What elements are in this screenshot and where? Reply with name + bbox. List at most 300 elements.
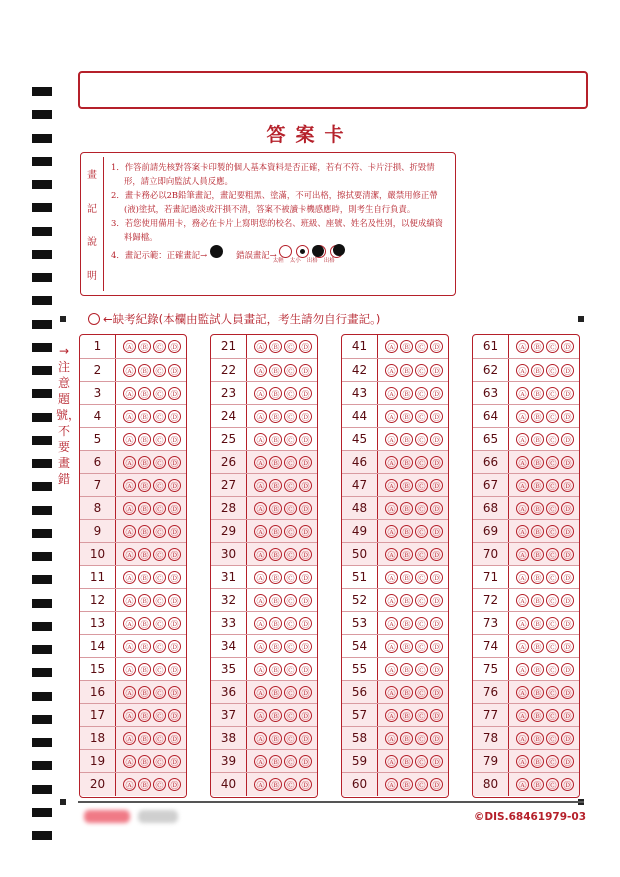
choice-bubble[interactable]: Ⓐ [516, 479, 529, 492]
choice-bubble[interactable]: Ⓑ [531, 502, 544, 515]
choice-bubble[interactable]: Ⓑ [138, 548, 151, 561]
choice-bubble[interactable]: Ⓒ [153, 709, 166, 722]
choice-bubble[interactable]: Ⓒ [415, 456, 428, 469]
choice-bubble[interactable]: Ⓑ [138, 387, 151, 400]
choice-bubble[interactable]: Ⓑ [531, 686, 544, 699]
choice-bubble[interactable]: Ⓑ [400, 525, 413, 538]
choice-bubble[interactable]: Ⓒ [284, 686, 297, 699]
choice-bubble[interactable]: Ⓒ [284, 732, 297, 745]
choice-bubble[interactable]: Ⓐ [123, 594, 136, 607]
choice-bubble[interactable]: Ⓓ [168, 571, 181, 584]
choice-bubble[interactable]: Ⓒ [153, 571, 166, 584]
choice-bubble[interactable]: Ⓓ [299, 571, 312, 584]
choice-bubble[interactable]: Ⓑ [269, 755, 282, 768]
choice-bubble[interactable]: Ⓐ [385, 548, 398, 561]
choice-bubble[interactable]: Ⓑ [269, 364, 282, 377]
choice-bubble[interactable]: Ⓑ [400, 387, 413, 400]
choice-bubble[interactable]: Ⓐ [123, 755, 136, 768]
choice-bubble[interactable]: Ⓒ [546, 433, 559, 446]
choice-bubble[interactable]: Ⓐ [385, 778, 398, 791]
choice-bubble[interactable]: Ⓐ [385, 594, 398, 607]
choice-bubble[interactable]: Ⓒ [546, 594, 559, 607]
choice-bubble[interactable]: Ⓐ [516, 640, 529, 653]
choice-bubble[interactable]: Ⓒ [284, 571, 297, 584]
choice-bubble[interactable]: Ⓒ [284, 755, 297, 768]
choice-bubble[interactable]: Ⓐ [254, 709, 267, 722]
choice-bubble[interactable]: Ⓐ [516, 571, 529, 584]
choice-bubble[interactable]: Ⓓ [430, 410, 443, 423]
choice-bubble[interactable]: Ⓐ [516, 686, 529, 699]
choice-bubble[interactable]: Ⓓ [299, 663, 312, 676]
choice-bubble[interactable]: Ⓓ [430, 364, 443, 377]
choice-bubble[interactable]: Ⓑ [269, 479, 282, 492]
choice-bubble[interactable]: Ⓐ [385, 364, 398, 377]
choice-bubble[interactable]: Ⓐ [516, 340, 529, 353]
choice-bubble[interactable]: Ⓓ [430, 594, 443, 607]
choice-bubble[interactable]: Ⓒ [415, 479, 428, 492]
choice-bubble[interactable]: Ⓓ [299, 364, 312, 377]
choice-bubble[interactable]: Ⓑ [138, 364, 151, 377]
choice-bubble[interactable]: Ⓓ [168, 387, 181, 400]
choice-bubble[interactable]: Ⓑ [531, 778, 544, 791]
choice-bubble[interactable]: Ⓒ [415, 640, 428, 653]
choice-bubble[interactable]: Ⓑ [269, 709, 282, 722]
choice-bubble[interactable]: Ⓐ [516, 387, 529, 400]
choice-bubble[interactable]: Ⓐ [385, 433, 398, 446]
choice-bubble[interactable]: Ⓒ [546, 755, 559, 768]
choice-bubble[interactable]: Ⓓ [168, 663, 181, 676]
choice-bubble[interactable]: Ⓒ [415, 594, 428, 607]
choice-bubble[interactable]: Ⓒ [153, 732, 166, 745]
choice-bubble[interactable]: Ⓑ [269, 686, 282, 699]
choice-bubble[interactable]: Ⓐ [254, 778, 267, 791]
choice-bubble[interactable]: Ⓓ [430, 456, 443, 469]
choice-bubble[interactable]: Ⓐ [254, 364, 267, 377]
choice-bubble[interactable]: Ⓐ [254, 686, 267, 699]
choice-bubble[interactable]: Ⓓ [561, 525, 574, 538]
choice-bubble[interactable]: Ⓒ [546, 571, 559, 584]
choice-bubble[interactable]: Ⓐ [254, 571, 267, 584]
choice-bubble[interactable]: Ⓒ [415, 571, 428, 584]
choice-bubble[interactable]: Ⓑ [400, 548, 413, 561]
choice-bubble[interactable]: Ⓐ [516, 594, 529, 607]
choice-bubble[interactable]: Ⓐ [385, 709, 398, 722]
choice-bubble[interactable]: Ⓑ [531, 433, 544, 446]
choice-bubble[interactable]: Ⓑ [138, 594, 151, 607]
choice-bubble[interactable]: Ⓑ [269, 525, 282, 538]
choice-bubble[interactable]: Ⓓ [561, 709, 574, 722]
choice-bubble[interactable]: Ⓓ [168, 340, 181, 353]
choice-bubble[interactable]: Ⓑ [138, 617, 151, 630]
choice-bubble[interactable]: Ⓑ [400, 571, 413, 584]
choice-bubble[interactable]: Ⓑ [400, 640, 413, 653]
choice-bubble[interactable]: Ⓑ [138, 456, 151, 469]
choice-bubble[interactable]: Ⓒ [153, 778, 166, 791]
choice-bubble[interactable]: Ⓒ [284, 709, 297, 722]
choice-bubble[interactable]: Ⓑ [269, 548, 282, 561]
choice-bubble[interactable]: Ⓑ [400, 340, 413, 353]
choice-bubble[interactable]: Ⓑ [269, 663, 282, 676]
choice-bubble[interactable]: Ⓒ [546, 617, 559, 630]
choice-bubble[interactable]: Ⓐ [385, 456, 398, 469]
choice-bubble[interactable]: Ⓑ [138, 755, 151, 768]
choice-bubble[interactable]: Ⓓ [168, 433, 181, 446]
choice-bubble[interactable]: Ⓐ [516, 548, 529, 561]
choice-bubble[interactable]: Ⓑ [269, 640, 282, 653]
choice-bubble[interactable]: Ⓒ [284, 364, 297, 377]
choice-bubble[interactable]: Ⓒ [546, 686, 559, 699]
choice-bubble[interactable]: Ⓒ [153, 617, 166, 630]
choice-bubble[interactable]: Ⓐ [254, 433, 267, 446]
choice-bubble[interactable]: Ⓐ [516, 709, 529, 722]
choice-bubble[interactable]: Ⓐ [254, 525, 267, 538]
choice-bubble[interactable]: Ⓑ [138, 479, 151, 492]
choice-bubble[interactable]: Ⓒ [153, 548, 166, 561]
choice-bubble[interactable]: Ⓐ [516, 755, 529, 768]
choice-bubble[interactable]: Ⓑ [138, 502, 151, 515]
choice-bubble[interactable]: Ⓓ [561, 732, 574, 745]
choice-bubble[interactable]: Ⓐ [516, 732, 529, 745]
choice-bubble[interactable]: Ⓐ [123, 663, 136, 676]
choice-bubble[interactable]: Ⓐ [123, 571, 136, 584]
choice-bubble[interactable]: Ⓓ [299, 456, 312, 469]
choice-bubble[interactable]: Ⓒ [284, 340, 297, 353]
choice-bubble[interactable]: Ⓑ [531, 548, 544, 561]
choice-bubble[interactable]: Ⓓ [168, 410, 181, 423]
choice-bubble[interactable]: Ⓑ [400, 410, 413, 423]
choice-bubble[interactable]: Ⓓ [561, 755, 574, 768]
choice-bubble[interactable]: Ⓒ [415, 709, 428, 722]
choice-bubble[interactable]: Ⓑ [269, 387, 282, 400]
choice-bubble[interactable]: Ⓓ [299, 433, 312, 446]
choice-bubble[interactable]: Ⓑ [400, 479, 413, 492]
choice-bubble[interactable]: Ⓑ [531, 663, 544, 676]
choice-bubble[interactable]: Ⓑ [269, 732, 282, 745]
choice-bubble[interactable]: Ⓑ [138, 640, 151, 653]
choice-bubble[interactable]: Ⓑ [400, 456, 413, 469]
choice-bubble[interactable]: Ⓓ [430, 663, 443, 676]
choice-bubble[interactable]: Ⓑ [269, 456, 282, 469]
choice-bubble[interactable]: Ⓒ [153, 640, 166, 653]
choice-bubble[interactable]: Ⓒ [546, 640, 559, 653]
choice-bubble[interactable]: Ⓑ [400, 594, 413, 607]
choice-bubble[interactable]: Ⓒ [284, 410, 297, 423]
choice-bubble[interactable]: Ⓐ [254, 387, 267, 400]
choice-bubble[interactable]: Ⓓ [561, 340, 574, 353]
choice-bubble[interactable]: Ⓒ [546, 340, 559, 353]
choice-bubble[interactable]: Ⓐ [254, 732, 267, 745]
choice-bubble[interactable]: Ⓒ [153, 433, 166, 446]
choice-bubble[interactable]: Ⓓ [430, 709, 443, 722]
choice-bubble[interactable]: Ⓑ [400, 732, 413, 745]
choice-bubble[interactable]: Ⓐ [254, 479, 267, 492]
choice-bubble[interactable]: Ⓐ [385, 732, 398, 745]
choice-bubble[interactable]: Ⓒ [153, 456, 166, 469]
choice-bubble[interactable]: Ⓓ [299, 410, 312, 423]
choice-bubble[interactable]: Ⓒ [415, 433, 428, 446]
choice-bubble[interactable]: Ⓒ [284, 548, 297, 561]
choice-bubble[interactable]: Ⓑ [531, 709, 544, 722]
choice-bubble[interactable]: Ⓐ [254, 617, 267, 630]
choice-bubble[interactable]: Ⓓ [299, 617, 312, 630]
choice-bubble[interactable]: Ⓑ [269, 340, 282, 353]
choice-bubble[interactable]: Ⓒ [415, 548, 428, 561]
choice-bubble[interactable]: Ⓓ [299, 594, 312, 607]
choice-bubble[interactable]: Ⓓ [430, 433, 443, 446]
choice-bubble[interactable]: Ⓓ [561, 456, 574, 469]
choice-bubble[interactable]: Ⓐ [254, 502, 267, 515]
choice-bubble[interactable]: Ⓐ [385, 525, 398, 538]
choice-bubble[interactable]: Ⓒ [284, 456, 297, 469]
choice-bubble[interactable]: Ⓐ [385, 387, 398, 400]
choice-bubble[interactable]: Ⓒ [546, 410, 559, 423]
choice-bubble[interactable]: Ⓑ [269, 594, 282, 607]
choice-bubble[interactable]: Ⓓ [168, 778, 181, 791]
choice-bubble[interactable]: Ⓓ [168, 502, 181, 515]
choice-bubble[interactable]: Ⓑ [138, 525, 151, 538]
choice-bubble[interactable]: Ⓓ [561, 410, 574, 423]
choice-bubble[interactable]: Ⓒ [415, 387, 428, 400]
choice-bubble[interactable]: Ⓓ [168, 686, 181, 699]
choice-bubble[interactable]: Ⓒ [284, 617, 297, 630]
choice-bubble[interactable]: Ⓓ [561, 433, 574, 446]
choice-bubble[interactable]: Ⓒ [546, 456, 559, 469]
choice-bubble[interactable]: Ⓑ [531, 594, 544, 607]
choice-bubble[interactable]: Ⓒ [546, 387, 559, 400]
choice-bubble[interactable]: Ⓓ [430, 502, 443, 515]
choice-bubble[interactable]: Ⓒ [284, 663, 297, 676]
choice-bubble[interactable]: Ⓑ [138, 571, 151, 584]
choice-bubble[interactable]: Ⓑ [531, 732, 544, 745]
choice-bubble[interactable]: Ⓐ [123, 709, 136, 722]
choice-bubble[interactable]: Ⓒ [546, 364, 559, 377]
choice-bubble[interactable]: Ⓓ [299, 686, 312, 699]
choice-bubble[interactable]: Ⓑ [531, 410, 544, 423]
choice-bubble[interactable]: Ⓑ [269, 617, 282, 630]
choice-bubble[interactable]: Ⓓ [168, 640, 181, 653]
choice-bubble[interactable]: Ⓓ [299, 525, 312, 538]
choice-bubble[interactable]: Ⓓ [299, 640, 312, 653]
choice-bubble[interactable]: Ⓒ [153, 686, 166, 699]
choice-bubble[interactable]: Ⓐ [123, 778, 136, 791]
choice-bubble[interactable]: Ⓒ [415, 364, 428, 377]
choice-bubble[interactable]: Ⓓ [168, 617, 181, 630]
choice-bubble[interactable]: Ⓑ [531, 340, 544, 353]
choice-bubble[interactable]: Ⓑ [400, 502, 413, 515]
choice-bubble[interactable]: Ⓑ [269, 433, 282, 446]
choice-bubble[interactable]: Ⓑ [531, 755, 544, 768]
choice-bubble[interactable]: Ⓓ [299, 502, 312, 515]
choice-bubble[interactable]: Ⓒ [284, 640, 297, 653]
choice-bubble[interactable]: Ⓑ [531, 525, 544, 538]
choice-bubble[interactable]: Ⓐ [385, 755, 398, 768]
choice-bubble[interactable]: Ⓐ [385, 410, 398, 423]
choice-bubble[interactable]: Ⓒ [284, 778, 297, 791]
choice-bubble[interactable]: Ⓓ [299, 340, 312, 353]
choice-bubble[interactable]: Ⓐ [385, 502, 398, 515]
choice-bubble[interactable]: Ⓒ [415, 778, 428, 791]
choice-bubble[interactable]: Ⓒ [415, 340, 428, 353]
choice-bubble[interactable]: Ⓓ [561, 479, 574, 492]
choice-bubble[interactable]: Ⓒ [284, 594, 297, 607]
choice-bubble[interactable]: Ⓒ [415, 663, 428, 676]
choice-bubble[interactable]: Ⓑ [400, 364, 413, 377]
choice-bubble[interactable]: Ⓐ [254, 340, 267, 353]
choice-bubble[interactable]: Ⓐ [516, 433, 529, 446]
choice-bubble[interactable]: Ⓒ [415, 755, 428, 768]
choice-bubble[interactable]: Ⓑ [138, 732, 151, 745]
choice-bubble[interactable]: Ⓒ [284, 525, 297, 538]
choice-bubble[interactable]: Ⓓ [561, 686, 574, 699]
choice-bubble[interactable]: Ⓓ [168, 364, 181, 377]
choice-bubble[interactable]: Ⓐ [254, 548, 267, 561]
choice-bubble[interactable]: Ⓑ [138, 663, 151, 676]
choice-bubble[interactable]: Ⓓ [561, 617, 574, 630]
choice-bubble[interactable]: Ⓓ [430, 732, 443, 745]
choice-bubble[interactable]: Ⓐ [123, 433, 136, 446]
choice-bubble[interactable]: Ⓐ [385, 340, 398, 353]
choice-bubble[interactable]: Ⓒ [546, 778, 559, 791]
choice-bubble[interactable]: Ⓓ [299, 387, 312, 400]
choice-bubble[interactable]: Ⓐ [123, 387, 136, 400]
choice-bubble[interactable]: Ⓐ [385, 571, 398, 584]
choice-bubble[interactable]: Ⓓ [561, 778, 574, 791]
choice-bubble[interactable]: Ⓒ [153, 340, 166, 353]
choice-bubble[interactable]: Ⓑ [400, 617, 413, 630]
choice-bubble[interactable]: Ⓑ [531, 387, 544, 400]
choice-bubble[interactable]: Ⓐ [254, 640, 267, 653]
choice-bubble[interactable]: Ⓐ [123, 364, 136, 377]
choice-bubble[interactable]: Ⓐ [123, 410, 136, 423]
choice-bubble[interactable]: Ⓐ [254, 410, 267, 423]
choice-bubble[interactable]: Ⓐ [123, 479, 136, 492]
choice-bubble[interactable]: Ⓒ [153, 387, 166, 400]
choice-bubble[interactable]: Ⓓ [168, 479, 181, 492]
choice-bubble[interactable]: Ⓑ [400, 433, 413, 446]
choice-bubble[interactable]: Ⓐ [123, 732, 136, 745]
choice-bubble[interactable]: Ⓑ [400, 686, 413, 699]
choice-bubble[interactable]: Ⓑ [269, 571, 282, 584]
choice-bubble[interactable]: Ⓒ [153, 410, 166, 423]
choice-bubble[interactable]: Ⓒ [284, 387, 297, 400]
choice-bubble[interactable]: Ⓒ [153, 594, 166, 607]
choice-bubble[interactable]: Ⓓ [561, 387, 574, 400]
choice-bubble[interactable]: Ⓐ [516, 617, 529, 630]
choice-bubble[interactable]: Ⓒ [415, 410, 428, 423]
choice-bubble[interactable]: Ⓑ [531, 571, 544, 584]
choice-bubble[interactable]: Ⓒ [153, 663, 166, 676]
choice-bubble[interactable]: Ⓒ [153, 479, 166, 492]
choice-bubble[interactable]: Ⓒ [546, 732, 559, 745]
choice-bubble[interactable]: Ⓑ [400, 778, 413, 791]
choice-bubble[interactable]: Ⓐ [123, 686, 136, 699]
choice-bubble[interactable]: Ⓐ [123, 525, 136, 538]
choice-bubble[interactable]: Ⓓ [430, 617, 443, 630]
choice-bubble[interactable]: Ⓐ [516, 410, 529, 423]
absent-bubble[interactable] [88, 313, 100, 325]
choice-bubble[interactable]: Ⓐ [516, 456, 529, 469]
choice-bubble[interactable]: Ⓓ [430, 548, 443, 561]
choice-bubble[interactable]: Ⓐ [123, 340, 136, 353]
choice-bubble[interactable]: Ⓒ [153, 502, 166, 515]
choice-bubble[interactable]: Ⓒ [284, 433, 297, 446]
choice-bubble[interactable]: Ⓓ [299, 709, 312, 722]
choice-bubble[interactable]: Ⓓ [561, 364, 574, 377]
choice-bubble[interactable]: Ⓒ [546, 479, 559, 492]
choice-bubble[interactable]: Ⓓ [561, 640, 574, 653]
choice-bubble[interactable]: Ⓑ [138, 433, 151, 446]
choice-bubble[interactable]: Ⓐ [123, 456, 136, 469]
choice-bubble[interactable]: Ⓓ [299, 732, 312, 745]
choice-bubble[interactable]: Ⓑ [400, 709, 413, 722]
choice-bubble[interactable]: Ⓑ [138, 410, 151, 423]
choice-bubble[interactable]: Ⓓ [430, 755, 443, 768]
choice-bubble[interactable]: Ⓓ [561, 502, 574, 515]
choice-bubble[interactable]: Ⓓ [430, 640, 443, 653]
choice-bubble[interactable]: Ⓓ [430, 778, 443, 791]
choice-bubble[interactable]: Ⓐ [385, 617, 398, 630]
choice-bubble[interactable]: Ⓓ [561, 663, 574, 676]
choice-bubble[interactable]: Ⓓ [430, 571, 443, 584]
choice-bubble[interactable]: Ⓐ [516, 502, 529, 515]
choice-bubble[interactable]: Ⓓ [168, 594, 181, 607]
choice-bubble[interactable]: Ⓓ [299, 479, 312, 492]
choice-bubble[interactable]: Ⓓ [430, 525, 443, 538]
choice-bubble[interactable]: Ⓒ [415, 502, 428, 515]
choice-bubble[interactable]: Ⓒ [546, 548, 559, 561]
choice-bubble[interactable]: Ⓐ [516, 525, 529, 538]
choice-bubble[interactable]: Ⓒ [546, 502, 559, 515]
choice-bubble[interactable]: Ⓑ [531, 479, 544, 492]
choice-bubble[interactable]: Ⓒ [546, 525, 559, 538]
choice-bubble[interactable]: Ⓓ [168, 548, 181, 561]
choice-bubble[interactable]: Ⓒ [415, 686, 428, 699]
choice-bubble[interactable]: Ⓒ [546, 663, 559, 676]
choice-bubble[interactable]: Ⓓ [561, 548, 574, 561]
choice-bubble[interactable]: Ⓐ [516, 663, 529, 676]
choice-bubble[interactable]: Ⓒ [284, 502, 297, 515]
choice-bubble[interactable]: Ⓐ [123, 502, 136, 515]
choice-bubble[interactable]: Ⓓ [168, 732, 181, 745]
choice-bubble[interactable]: Ⓒ [153, 364, 166, 377]
choice-bubble[interactable]: Ⓐ [385, 479, 398, 492]
choice-bubble[interactable]: Ⓐ [385, 686, 398, 699]
choice-bubble[interactable]: Ⓑ [531, 640, 544, 653]
choice-bubble[interactable]: Ⓓ [430, 686, 443, 699]
choice-bubble[interactable]: Ⓑ [138, 340, 151, 353]
choice-bubble[interactable]: Ⓐ [516, 364, 529, 377]
choice-bubble[interactable]: Ⓒ [546, 709, 559, 722]
choice-bubble[interactable]: Ⓑ [400, 755, 413, 768]
choice-bubble[interactable]: Ⓓ [430, 387, 443, 400]
choice-bubble[interactable]: Ⓓ [299, 548, 312, 561]
choice-bubble[interactable]: Ⓑ [138, 709, 151, 722]
choice-bubble[interactable]: Ⓐ [123, 617, 136, 630]
choice-bubble[interactable]: Ⓓ [430, 340, 443, 353]
choice-bubble[interactable]: Ⓐ [254, 755, 267, 768]
choice-bubble[interactable]: Ⓓ [299, 755, 312, 768]
choice-bubble[interactable]: Ⓓ [168, 456, 181, 469]
choice-bubble[interactable]: Ⓐ [516, 778, 529, 791]
choice-bubble[interactable]: Ⓒ [415, 525, 428, 538]
choice-bubble[interactable]: Ⓑ [531, 456, 544, 469]
choice-bubble[interactable]: Ⓓ [561, 594, 574, 607]
choice-bubble[interactable]: Ⓐ [123, 640, 136, 653]
choice-bubble[interactable]: Ⓓ [168, 709, 181, 722]
choice-bubble[interactable]: Ⓐ [254, 663, 267, 676]
choice-bubble[interactable]: Ⓒ [153, 525, 166, 538]
choice-bubble[interactable]: Ⓑ [269, 410, 282, 423]
